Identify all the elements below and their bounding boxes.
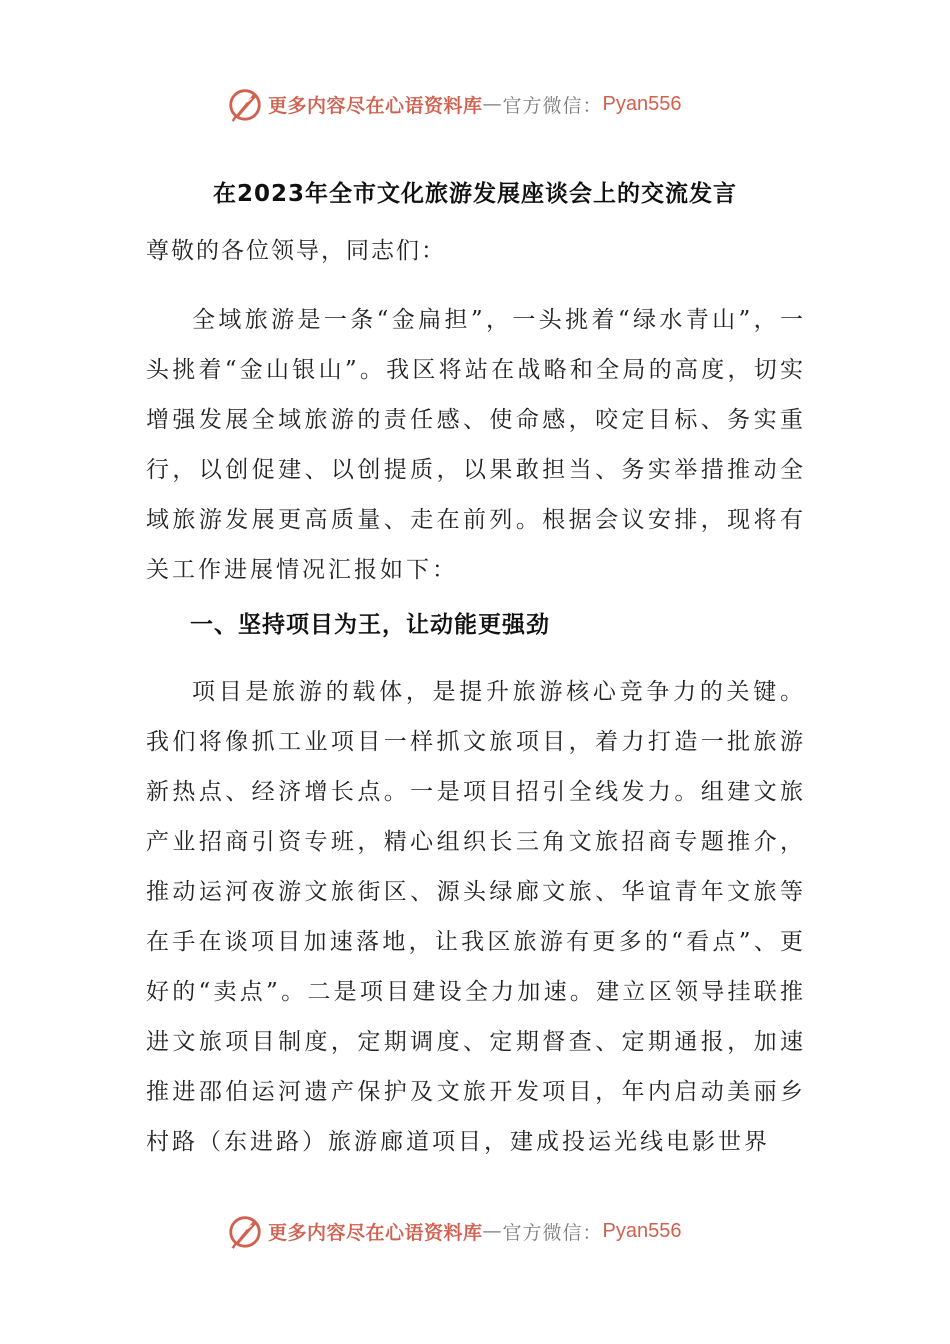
watermark-banner-bottom xyxy=(226,1209,682,1253)
watermark-wechat-id: Pyan556 xyxy=(602,1219,682,1242)
watermark-dash: — xyxy=(482,1220,503,1242)
document-title: 在2023年全市文化旅游发展座谈会上的交流发言 xyxy=(212,181,737,207)
section-1-heading: 一、坚持项目为王，让动能更强劲 xyxy=(190,612,550,638)
watermark-sub-text: 官方微信： xyxy=(502,1221,603,1244)
watermark-main-text: 更多内容尽在心语资料库 xyxy=(268,94,483,117)
quill-pen-logo-icon xyxy=(226,85,264,123)
section-1-paragraph: 项目是旅游的载体，是提升旅游核心竞争力的关键。我们将像抓工业项目一样抓文旅项目，着力打造一批旅游新热点、经济增长点。一是项目招引全线发力。组建文旅产业招商引资专班，精心组织长三角文旅招商专题推介，推动运河夜游文旅街区、源头绿廊文旅、华谊青年文旅等在手在谈项目加速落地，让我区旅游有更多的“看点”、更好的“卖点”。二是项目建设全力加速。建立区领导挂联推进文旅项目制度，定期调度、定期督查、定期通报，加速推进邵伯运河遗产保护及文旅开发项目，年内启动美丽乡村路（东进路）旅游廊道项目，建成投运光线电影世界 xyxy=(146,679,806,1155)
intro-paragraph: 全域旅游是一条“金扁担”，一头挑着“绿水青山”，一头挑着“金山银山”。我区将站在战略和全局的高度，切实增强发展全域旅游的责任感、使命感，咬定目标、务实重行，以创促建、以创提质，以果敢担当、务实举措推动全域旅游发展更高质量、走在前列。根据会议安排，现将有关工作进展情况汇报如下： xyxy=(146,307,806,583)
watermark-dash: — xyxy=(482,93,503,115)
watermark-banner-top xyxy=(226,82,682,126)
quill-pen-logo-icon xyxy=(226,1212,264,1250)
salutation: 尊敬的各位领导，同志们： xyxy=(146,238,446,264)
watermark-sub-text: 官方微信： xyxy=(502,94,603,117)
watermark-main-text: 更多内容尽在心语资料库 xyxy=(268,1221,483,1244)
watermark-wechat-id: Pyan556 xyxy=(602,92,682,115)
